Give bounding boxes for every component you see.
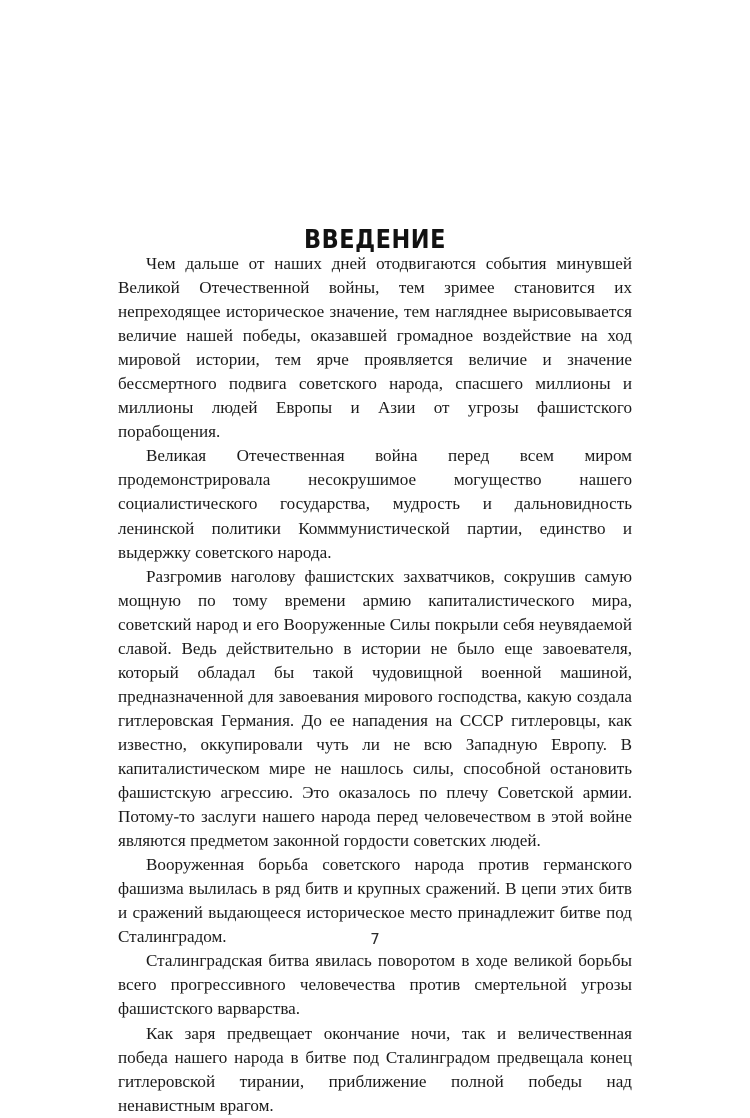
- paragraph: Разгромив наголову фашистских захватчиков, сокрушив самую мощную по тому времени армию капиталистического мира, советский народ и его Вооруженные Силы покрыли себя неувядаемой славой. Ведь действительно в истории не было еще завоевателя, который обладал бы такой чудовищной военной машиной, предназначенной для завоевания мирового господства, какую создала гитлеровская Германия. До ее нападения на СССР гитлеровцы, как известно, оккупировали чуть ли не всю Западную Европу. В капиталистическом мире не нашлось силы, способной остановить фашистскую агрессию. Это оказалось по плечу Советской армии. Потому-то заслуги нашего народа перед человечеством в этой войне являются предметом законной гордости советских людей.: [118, 566, 632, 851]
- paragraph: Чем дальше от наших дней отодвигаются события минувшей Великой Отечественной войны, тем зримее становится их непреходящее историческое значение, тем нагляднее вырисовывается величие нашей победы, оказавшей громадное воздействие на ход мировой истории, тем ярче проявляется величие и значение бессмертного подвига советского народа, спасшего миллионы и миллионы людей Европы и Азии от угрозы фашистского порабощения.: [118, 254, 632, 442]
- paragraph: Как заря предвещает окончание ночи, так и величественная победа нашего народа в битве под Сталинградом предвещала конец гитлеровской тирании, приближение полной победы над ненавистным врагом.: [118, 1023, 632, 1115]
- paragraph: Сталинградская битва явилась поворотом в ходе великой борьбы всего прогрессивного человечества против смертельной угрозы фашистского варварства.: [118, 951, 632, 1019]
- page-content-column: [118, 0, 632, 1115]
- body-text-block: [118, 252, 632, 1118]
- page-number: 7: [370, 930, 380, 948]
- paragraph: Вооруженная борьба советского народа против германского фашизма вылилась в ряд битв и крупных сражений. В цепи этих битв и сражений выдающееся историческое место принадлежит битве под Сталинградом.: [118, 855, 632, 947]
- page-title: ВВЕДЕНИЕ: [304, 225, 446, 256]
- paragraph: Великая Отечественная война перед всем миром продемонстрировала несокрушимое могущество нашего социалистического государства, мудрость и дальновидность ленинской политики Комммунистической партии, единство и выдержку советского народа.: [118, 446, 632, 562]
